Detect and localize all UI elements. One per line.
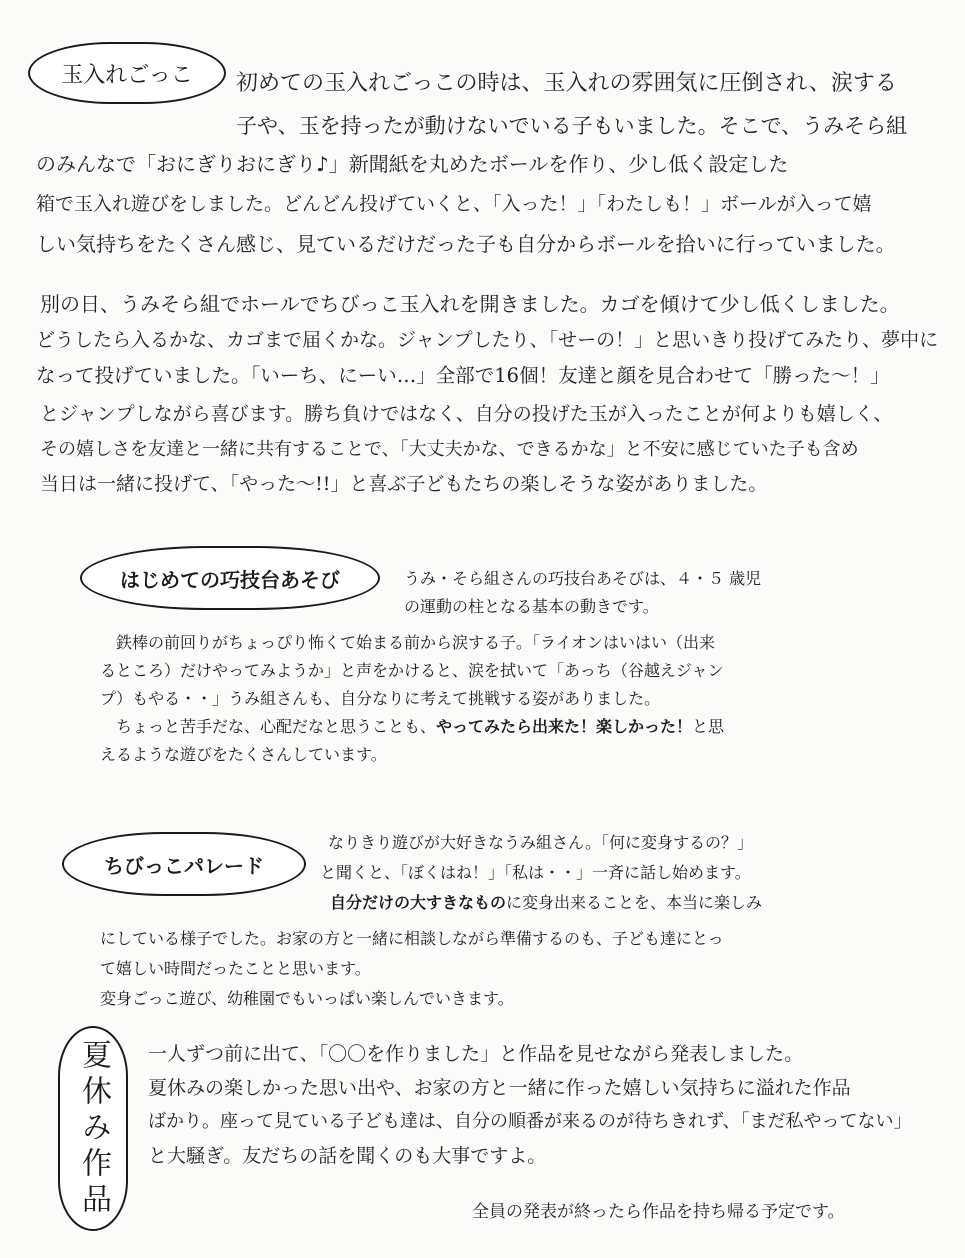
paragraph-line: どうしたら入るかな、カゴまで届くかな。ジャンプしたり、「せーの！」と思いきり投げてみたり、夢中に (36, 329, 939, 351)
paragraph-line: 夏休みの楽しかった思い出や、お家の方と一緒に作った嬉しい気持ちに溢れた作品 (148, 1077, 851, 1099)
paragraph-line: の運動の柱となる基本の動きです。 (404, 597, 659, 616)
paragraph-line (116, 714, 724, 737)
paragraph-line: にしている様子でした。お家の方と一緒に相談しながら準備するのも、子ども達にとっ (100, 929, 724, 948)
paragraph-line: と聞くと、「ぼくはね！」「私は・・」一斉に話し始めます。 (320, 863, 751, 882)
paragraph-line: なって投げていました。「いーち、にーい…」全部で16個！友達と顔を見合わせて「勝った～！」 (36, 364, 890, 387)
paragraph-line: 鉄棒の前回りがちょっぴり怖くて始まる前から涙する子。「ライオンはいはい（出来 (116, 633, 716, 652)
paragraph-line: 変身ごっこ遊び、幼稚園でもいっぱい楽しんでいきます。 (100, 989, 514, 1008)
emphasis-text: 自分だけの大すきなもの (330, 893, 507, 912)
paragraph-line: とジャンプしながら喜びます。勝ち負けではなく、自分の投げた玉が入ったことが何よりも嬉しく、 (40, 403, 893, 425)
paragraph-line: プ）もやる・・」うみ組さんも、自分なりに考えて挑戦する姿がありました。 (100, 689, 661, 708)
text-segment: に変身出来ることを、本当に楽しみ (506, 893, 763, 912)
badge-summer-works-text: 夏休み作品 (76, 1038, 111, 1219)
paragraph-line: 当日は一緒に投げて、「やった～!!」と喜ぶ子どもたちの楽しそうな姿がありました。 (40, 473, 768, 495)
paragraph-line: ばかり。座って見ている子ども達は、自分の順番が来るのが待ちきれず、「まだ私やってない」 (148, 1111, 912, 1132)
paragraph-line: その嬉しさを友達と一緒に共有することで、「大丈夫かな、できるかな」と不安に感じていた子も含め (40, 439, 859, 460)
text-segment: ちょっと苦手だな、心配だなと思うことも、 (116, 717, 437, 736)
text-segment: と思 (692, 717, 725, 736)
paragraph-line: 箱で玉入れ遊びをしました。どんどん投げていくと、「入った！」「わたしも！」ボールが入って嬉 (36, 193, 872, 215)
paragraph-line: しい気持ちをたくさん感じ、見ているだけだった子も自分からボールを拾いに行っていました。 (36, 232, 896, 256)
paragraph-line: 一人ずつ前に出て、「〇〇を作りました」と作品を見せながら発表しました。 (148, 1043, 804, 1065)
badge-parade (62, 832, 306, 896)
paragraph-line (330, 890, 762, 913)
badge-parade-text: ちびっこパレード (104, 853, 264, 878)
paragraph-line: 子や、玉を持ったが動けないでいる子もいました。そこで、うみそら組 (236, 114, 908, 138)
paragraph-line: 別の日、うみそら組でホールでちびっこ玉入れを開きました。カゴを傾けて少し低くしました。 (40, 292, 900, 316)
paragraph-line: うみ・そら組さんの巧技台あそびは、４・５ 歳児 (404, 569, 762, 588)
paragraph-line: 全員の発表が終ったら作品を持ち帰る予定です。 (472, 1202, 845, 1222)
paragraph-line: と大騒ぎ。友だちの話を聞くのも大事ですよ。 (148, 1145, 547, 1167)
paragraph-line: なりきり遊びが大好きなうみ組さん。「何に変身するの？」 (328, 833, 753, 852)
paragraph-line: るところ）だけやってみようか」と声をかけると、涙を拭いて「あっち（谷越えジャン (100, 661, 724, 680)
paragraph-line: えるような遊びをたくさんしています。 (100, 745, 387, 764)
badge-koginai-text: はじめての巧技台あそび (120, 567, 340, 592)
badge-summer-works (58, 1026, 128, 1231)
emphasis-text: やってみたら出来た！楽しかった！ (436, 717, 693, 736)
badge-tamaire (28, 42, 226, 104)
paragraph-line: のみんなで「おにぎりおにぎり♪」新聞紙を丸めたボールを作り、少し低く設定した (36, 152, 789, 176)
paragraph-line: 初めての玉入れごっこの時は、玉入れの雰囲気に圧倒され、涙する (236, 71, 897, 96)
badge-koginai (80, 546, 380, 610)
paragraph-line: て嬉しい時間だったことと思います。 (100, 959, 371, 978)
badge-tamaire-text: 玉入れごっこ (61, 62, 193, 88)
